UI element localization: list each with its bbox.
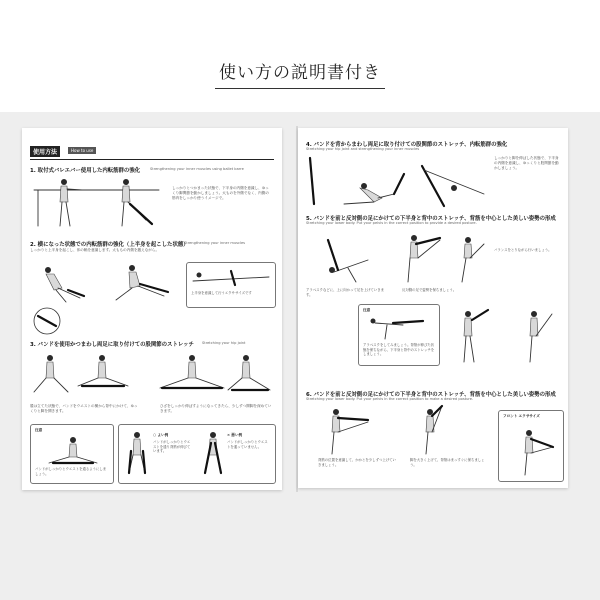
section-2-title: 2. 横になった状態での内転筋群の強化（上半身を起こした状態） [30,242,189,248]
bad-example-illustration [201,431,225,475]
caution-box [30,424,114,484]
front-exercise-illustration [507,427,557,477]
front-stretch-illustration [312,404,472,456]
section-1-title: 1. 取付式バレエバー使用した内転筋群の強化 [30,168,141,174]
section-6-text-a: 背筋の位置を意識して、かかとを少しずつ上げていきましょう。 [318,458,396,467]
section-5-sub: Stretching your lower body. Put your pelvis in the correct position to provide a desired posture. [306,221,477,225]
section-5-caution-label: 注意 [363,308,371,312]
good-example-text: バンドがしっかりとウエストを通り背筋が伸びています。 [153,440,191,454]
split-stretch-illustration [32,350,272,400]
section-3-text-a: 膝は立てた状態で、バンドをウエストの横から背中にかけて、ゆっくりと脚を開きます。 [30,404,138,413]
section-5-caution-box [358,304,440,366]
front-exercise-label: フロント エクササイズ [503,414,540,418]
section-6-sub: Stretching your lower body. Put your pelvis in the correct position to make a desired posture. [306,397,474,401]
barre-exercise-illustration [34,176,164,231]
section-1-sub: Strengthening your inner muscles using ballet barre [150,167,244,171]
section-5-text-b: 反対側の足で姿勢を保ちましょう。 [402,288,457,292]
header-sub: How to use [68,147,96,154]
good-example-illustration [125,431,149,475]
section-5-caution-text: アラベスクをしてみましょう。背筋が伸びた状態を保ちながら、下半身と背中のストレッチをしましょう。 [363,343,435,357]
foot-strap-closeup [32,306,62,336]
section-5-title: 5. バンドを前と反対側の足にかけての下半身と背中のストレッチ、背筋を中心とした美しい姿勢の形成 [306,216,556,222]
section-3-text-b: ひざをしっかり伸ばすようになってきたら、少しずつ開脚を深めていきます。 [160,404,272,413]
caption-title: 使い方の説明書付き [219,63,381,83]
section-3-title: 3. バンドを使用かつまわし両足に取り付けての股関節のストレッチ [30,342,194,348]
section-5-text-a: アラベスクなどに、上に向かって足を上げていきます。 [306,288,384,297]
section-2-text: しっかりと上半身を起こし、体の軸を意識します。太ももの内側を鍛えながら。 [30,248,160,252]
good-bad-box [118,424,276,484]
hip-stretch-illustration [304,154,484,209]
caution-label: 注意 [35,428,43,432]
section-5-note: バランスをとりながら行いましょう。 [494,248,552,252]
bad-example-text: バンドがしっかりとウエストを通っていません。 [227,440,268,449]
lying-exercise-illustration [36,260,186,305]
section-6-title: 6. バンドを前と反対側の足にかけての下半身と背中のストレッチ、背筋を中心とした美しい姿勢の形成 [306,392,556,398]
left-page [22,128,282,490]
strap-demo-illustration [191,267,271,287]
header-label: 使用方法 [30,146,60,157]
good-example-label: ○ よい例 [153,433,169,437]
caption-underline [215,88,385,89]
section-1-text: しっかりとつかまった状態で、下半身の内側を意識し、ゆっくり脚関節を動かしましょう。大ものを外側でなく、内側の筋肉をしっかり使うイメージで。 [172,186,269,200]
side-pose-illustration [448,306,558,366]
balance-illustration [363,315,433,341]
header-divider [30,159,274,160]
arabesque-stretch-illustration [308,230,488,285]
section-6-text-b: 脚を大きく上げて、背筋はまっすぐに保ちましょう。 [410,458,485,467]
bad-example-label: × 悪い例 [227,433,243,437]
section-4-sub: Stretching your hip joint and strengthening your inner muscles [306,147,420,151]
section-4-text: しっかりと脚を伸ばした状態で、下半身の内側を意識し、ゆっくりと股関節を動かしましょう。 [494,156,559,170]
section-2-sub: Strengthening your inner muscles [184,241,246,245]
right-page [298,128,568,488]
front-exercise-box [498,410,564,482]
waist-band-illustration [45,435,101,465]
page-header [30,146,274,158]
section-2-note: 上半身を意識して行うエクササイズです [191,291,252,295]
caution-text: バンドがしっかりとウエストを通るようにしましょう。 [35,467,107,476]
section-3-sub: Stretching your hip joint [202,341,246,345]
section-2-note-box [186,262,276,308]
section-4-title: 4. バンドを背からまわし両足に取り付けての股関節のストレッチ、内転筋群の強化 [306,142,508,148]
